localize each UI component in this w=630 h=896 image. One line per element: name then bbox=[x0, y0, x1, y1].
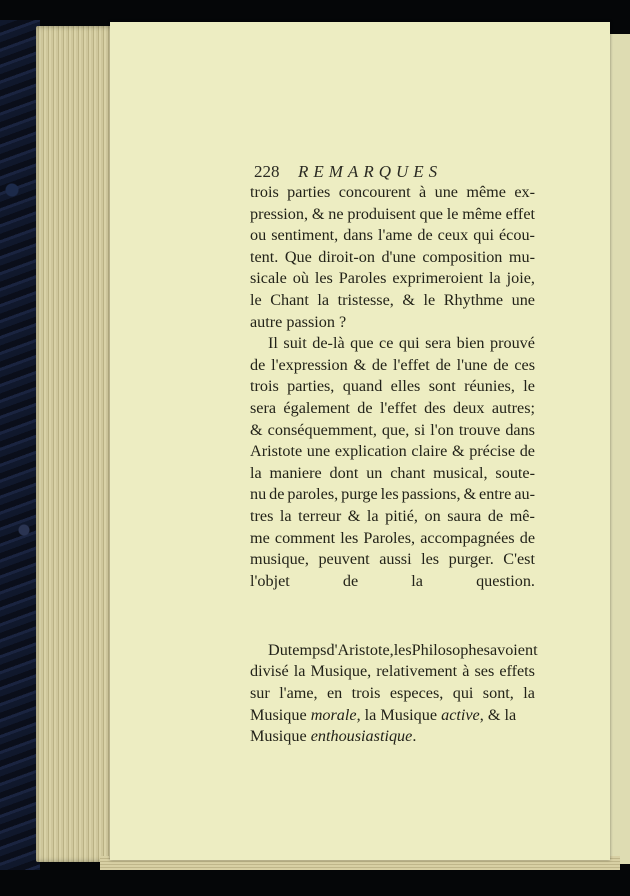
text-line: sicale où les Paroles exprimeroient la joie, bbox=[250, 269, 535, 288]
text-line: me comment les Paroles, accompagnées de bbox=[250, 528, 535, 547]
text-line: l'objet de la question. bbox=[250, 571, 535, 590]
text-line bbox=[250, 592, 535, 614]
text-line: Il suit de-là que ce qui sera bien prouvé bbox=[268, 334, 535, 353]
text-line: sera également de l'effet des deux autres; bbox=[250, 398, 535, 417]
text-line: sur l'ame, en trois especes, qui sont, la bbox=[250, 684, 535, 703]
text-line: pression, & ne produisent que le même effet bbox=[250, 204, 535, 223]
text-line: divisé la Musique, relativement à ses effets bbox=[250, 662, 535, 681]
paragraph bbox=[250, 640, 538, 748]
page-stack bbox=[36, 26, 116, 862]
paragraph bbox=[250, 182, 535, 333]
text-line: la maniere dont un chant musical, soute- bbox=[250, 463, 535, 482]
book-binding bbox=[0, 20, 40, 870]
running-title: REMARQUES bbox=[298, 162, 443, 181]
paragraph bbox=[250, 333, 535, 614]
text-line: de l'expression & de l'effet de l'une de ces bbox=[250, 355, 535, 374]
text-line: tent. Que diroit-on d'une composition mu- bbox=[250, 247, 535, 266]
page-number: 228 bbox=[254, 162, 280, 181]
text-line: & conséquemment, que, si l'on trouve dans bbox=[250, 420, 535, 439]
body-text bbox=[250, 182, 538, 748]
text-line: ou sentiment, dans l'ame de ceux qui écou- bbox=[250, 226, 535, 245]
text-line: Musique enthousiastique. bbox=[250, 727, 417, 746]
text-line: trois parties, quand elles sont réunies, le bbox=[250, 377, 535, 396]
text-line: Musique morale, la Musique active, & la bbox=[250, 705, 517, 724]
text-line: Aristote une explication claire & précise de bbox=[250, 442, 535, 461]
text-line: nu de paroles, purge les passions, & entre au- bbox=[250, 485, 535, 504]
text-line: le Chant la tristesse, & le Rhythme une bbox=[250, 290, 535, 309]
text-line: tres la terreur & la pitié, on saura de mê- bbox=[250, 506, 535, 525]
text-line: musique, peuvent aussi les purger. C'est bbox=[250, 550, 535, 569]
text-line: Du temps d'Aristote, les Philosophes avoient bbox=[268, 640, 538, 659]
text-line: autre passion ? bbox=[250, 312, 347, 331]
text-line: trois parties concourent à une même ex- bbox=[250, 183, 535, 201]
